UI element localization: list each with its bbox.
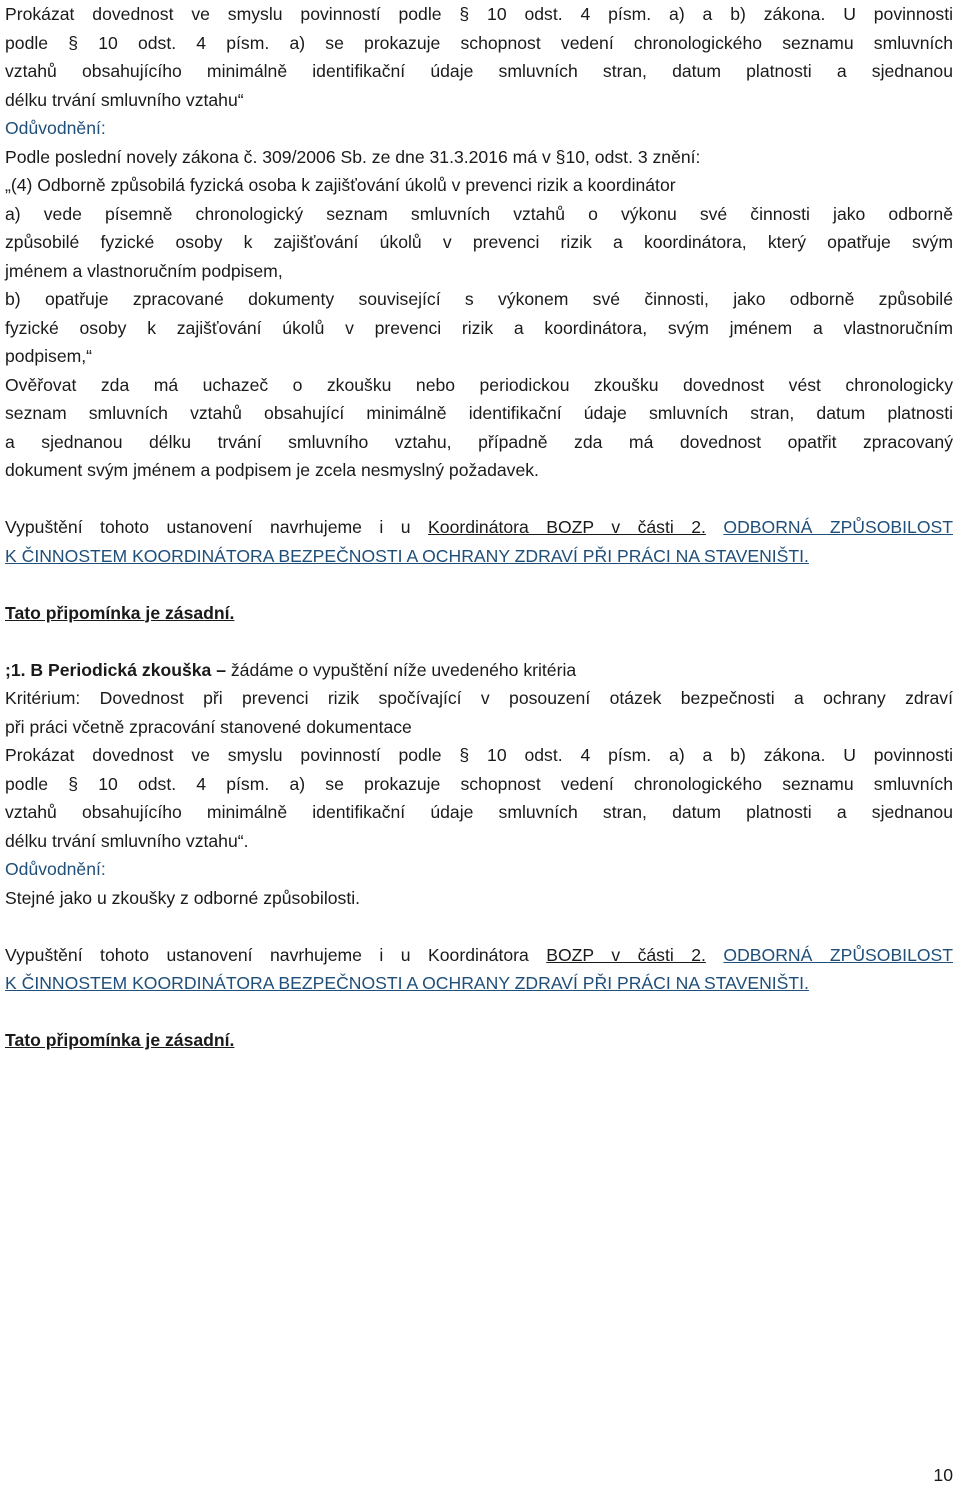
verify-line-4: dokument svým jménem a podpisem je zcela nesmyslný požadavek. bbox=[5, 460, 539, 480]
paragraph-a-line-2: způsobilé fyzické osoby k zajišťování úkolů v prevenci rizik a koordinátora, který opatřuje svým bbox=[5, 232, 953, 252]
page-number: 10 bbox=[933, 1465, 953, 1485]
proposal-2-title-end: K ČINNOSTEM KOORDINÁTORA BEZPEČNOSTI A OCHRANY ZDRAVÍ PŘI PRÁCI NA STAVENIŠTI. bbox=[5, 973, 809, 993]
proposal-1-line-1 bbox=[5, 513, 953, 542]
paragraph-a-line-3: jménem a vlastnoručním podpisem, bbox=[5, 260, 283, 281]
proposal-2-title-start: ODBORNÁ ZPŮSOBILOST bbox=[723, 944, 954, 965]
spacer bbox=[5, 912, 953, 941]
section-2-heading bbox=[5, 656, 953, 685]
spacer bbox=[5, 627, 953, 656]
intro-line-1: Prokázat dovednost ve smyslu povinností podle § 10 odst. 4 písm. a) a b) zákona. U povinnosti bbox=[5, 4, 953, 24]
section-2-reasoning-heading: Odůvodnění: bbox=[5, 859, 106, 879]
verify-line-2: seznam smluvních vztahů obsahující minimálně identifikační údaje smluvních stran, datum platnosti bbox=[5, 403, 953, 423]
section-2-rest: žádáme o vypuštění níže uvedeného kritéria bbox=[226, 659, 577, 680]
paragraph-b-line-1: b) opatřuje zpracované dokumenty související s výkonem své činnosti, jako odborně způsobilé bbox=[5, 289, 953, 309]
criterion-line-1: Kritérium: Dovednost při prevenci rizik spočívající v posouzení otázek bezpečnosti a ochrany zdraví bbox=[5, 688, 953, 708]
quote-line: „(4) Odborně způsobilá fyzická osoba k zajišťování úkolů v prevenci rizik a koordinátor bbox=[5, 175, 676, 195]
proposal-1-line-2 bbox=[5, 542, 953, 571]
section-2-label: ;1. B Periodická zkouška – bbox=[5, 659, 226, 680]
section-2-line-3: vztahů obsahujícího minimálně identifikační údaje smluvních stran, datum platnosti a sjednanou bbox=[5, 802, 953, 822]
criterion-line-2: při práci včetně zpracování stanovené dokumentace bbox=[5, 716, 412, 737]
remark-2: Tato připomínka je zásadní. bbox=[5, 1030, 235, 1050]
proposal-2-line-1 bbox=[5, 941, 953, 970]
proposal-1-title-start: ODBORNÁ ZPŮSOBILOST bbox=[723, 517, 954, 537]
proposal-1-title-end: K ČINNOSTEM KOORDINÁTORA BEZPEČNOSTI A OCHRANY ZDRAVÍ PŘI PRÁCI NA STAVENIŠTI. bbox=[5, 545, 809, 566]
spacer bbox=[5, 570, 953, 599]
spacer bbox=[5, 998, 953, 1027]
proposal-2-line-2 bbox=[5, 969, 953, 998]
intro-line-3: vztahů obsahujícího minimálně identifikační údaje smluvních stran, datum platnosti a sjednanou bbox=[5, 61, 953, 81]
section-2-line-4: délku trvání smluvního vztahu“. bbox=[5, 830, 249, 851]
remark-1: Tato připomínka je zásadní. bbox=[5, 602, 235, 623]
reasoning-heading: Odůvodnění: bbox=[5, 118, 106, 138]
section-2-line-1: Prokázat dovednost ve smyslu povinností podle § 10 odst. 4 písm. a) a b) zákona. U povinnosti bbox=[5, 745, 953, 765]
verify-line-1: Ověřovat zda má uchazeč o zkoušku nebo periodickou zkoušku dovednost vést chronologicky bbox=[5, 374, 953, 395]
section-2-reason: Stejné jako u zkoušky z odborné způsobilosti. bbox=[5, 887, 361, 908]
spacer bbox=[5, 485, 953, 514]
law-reference-line: Podle poslední novely zákona č. 309/2006 Sb. ze dne 31.3.2016 má v §10, odst. 3 znění: bbox=[5, 146, 701, 167]
section-2-line-2: podle § 10 odst. 4 písm. a) se prokazuje schopnost vedení chronologického seznamu smluvních bbox=[5, 773, 953, 794]
document-page bbox=[5, 0, 953, 1055]
verify-line-3: a sjednanou délku trvání smluvního vztahu, případně zda má dovednost opatřit zpracovaný bbox=[5, 431, 953, 452]
proposal-1-prefix: Vypuštění tohoto ustanovení navrhujeme i u bbox=[5, 517, 429, 537]
paragraph-b-line-2: fyzické osoby k zajišťování úkolů v prevenci rizik a koordinátora, svým jménem a vlastnoručním bbox=[5, 317, 953, 338]
proposal-2-space bbox=[706, 945, 723, 965]
proposal-1-space bbox=[706, 517, 723, 537]
intro-line-4: délku trvání smluvního vztahu“ bbox=[5, 89, 244, 110]
proposal-1-reference: Koordinátora BOZP v části 2. bbox=[428, 517, 706, 537]
proposal-2-prefix: Vypuštění tohoto ustanovení navrhujeme i u Koordinátora bbox=[5, 944, 547, 965]
paragraph-b-line-3: podpisem,“ bbox=[5, 346, 93, 366]
paragraph-a-line-1: a) vede písemně chronologický seznam smluvních vztahů o výkonu své činnosti jako odborně bbox=[5, 203, 953, 224]
intro-line-2: podle § 10 odst. 4 písm. a) se prokazuje schopnost vedení chronologického seznamu smluvních bbox=[5, 32, 953, 53]
proposal-2-reference: BOZP v části 2. bbox=[546, 944, 706, 965]
